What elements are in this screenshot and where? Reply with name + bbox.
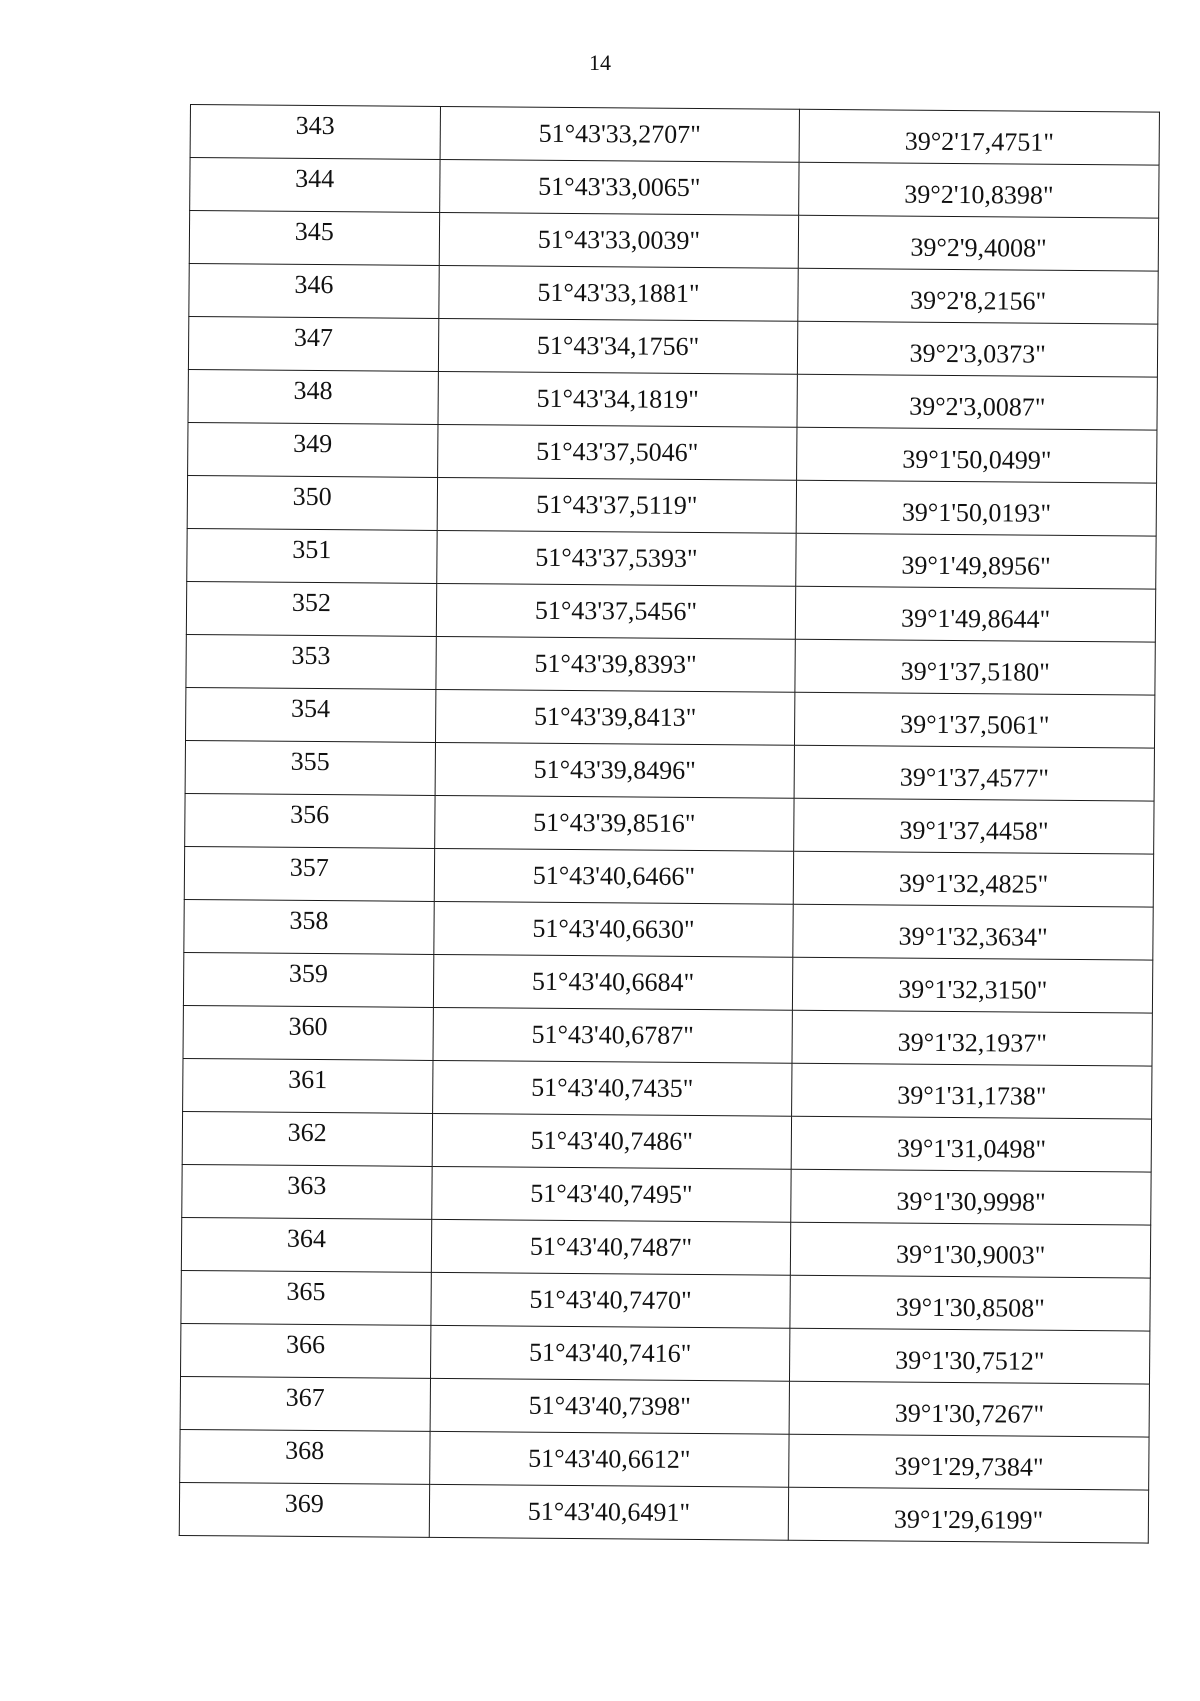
latitude-cell-text: 51°43'40,6787" (531, 1019, 694, 1050)
table-row (187, 475, 1156, 536)
table-row (186, 687, 1155, 748)
latitude-cell (433, 1007, 793, 1063)
table-row (190, 105, 1159, 166)
latitude-cell (430, 1378, 790, 1434)
point-number-cell (185, 740, 435, 795)
table-row (183, 1058, 1152, 1119)
point-number-cell-text: 365 (286, 1276, 326, 1307)
table-row (186, 581, 1155, 642)
point-number-cell-text: 350 (292, 481, 332, 512)
point-number-cell-text: 354 (290, 693, 331, 724)
point-number-cell (188, 369, 438, 424)
latitude-cell-text: 51°43'40,7495" (530, 1178, 693, 1209)
latitude-cell (440, 106, 800, 162)
latitude-cell (439, 159, 799, 215)
point-number-cell-text: 344 (295, 163, 335, 194)
latitude-cell-text: 51°43'40,7416" (528, 1337, 692, 1368)
table-row (187, 528, 1156, 589)
latitude-cell-text: 51°43'39,8496" (533, 754, 696, 785)
latitude-cell-text: 51°43'39,8516" (533, 807, 696, 838)
latitude-cell (438, 265, 798, 321)
point-number-cell-text: 348 (293, 375, 333, 406)
longitude-cell (789, 1434, 1149, 1490)
latitude-cell-text: 51°43'34,1756" (536, 330, 700, 362)
point-number-cell (189, 211, 439, 266)
longitude-cell (792, 1063, 1152, 1119)
longitude-cell (793, 904, 1153, 960)
table-row (186, 634, 1155, 695)
latitude-cell-text: 51°43'40,7487" (529, 1231, 693, 1262)
latitude-cell-text: 51°43'40,6630" (532, 913, 695, 944)
table-row (185, 793, 1154, 854)
point-number-cell-text: 361 (288, 1064, 328, 1095)
longitude-cell-text: 39°2'3,0373" (909, 338, 1046, 369)
point-number-cell-text: 349 (293, 428, 333, 459)
point-number-cell-text: 347 (293, 322, 334, 353)
point-number-cell-text: 364 (286, 1223, 327, 1254)
point-number-cell (190, 158, 440, 213)
table-row (181, 1323, 1150, 1384)
longitude-cell (799, 215, 1159, 271)
latitude-cell-text: 51°43'37,5393" (535, 542, 698, 573)
longitude-cell-text: 39°1'30,7267" (894, 1398, 1045, 1429)
longitude-cell-text: 39°2'10,8398" (904, 179, 1054, 210)
table-row (180, 1429, 1149, 1490)
table-row (183, 952, 1152, 1013)
point-number-cell-text: 351 (292, 534, 332, 565)
point-number-cell-text: 359 (288, 958, 329, 989)
point-number-cell (180, 1429, 430, 1484)
point-number-cell (187, 475, 437, 530)
point-number-cell (190, 105, 440, 160)
longitude-cell-text: 39°1'32,1937" (897, 1027, 1048, 1058)
point-number-cell-text: 353 (291, 640, 331, 671)
table-row (184, 846, 1153, 907)
longitude-cell (797, 374, 1157, 430)
latitude-cell-text: 51°43'33,0039" (537, 224, 701, 256)
point-number-cell-text: 363 (287, 1170, 327, 1201)
longitude-cell (796, 533, 1156, 589)
longitude-cell-text: 39°1'31,0498" (896, 1133, 1047, 1164)
longitude-cell-text: 39°1'37,5180" (900, 656, 1050, 687)
table-row (188, 316, 1157, 377)
point-number-cell (188, 422, 438, 477)
point-number-cell-text: 369 (284, 1488, 324, 1519)
latitude-cell-text: 51°43'39,8393" (534, 648, 697, 679)
point-number-cell-text: 356 (290, 799, 330, 830)
point-number-cell (183, 1058, 433, 1113)
table-row (182, 1111, 1151, 1172)
longitude-cell (792, 1010, 1152, 1066)
longitude-cell (790, 1275, 1150, 1331)
coordinates-table (179, 104, 1160, 1544)
longitude-cell (796, 586, 1156, 642)
latitude-cell-text: 51°43'37,5046" (536, 436, 699, 468)
longitude-cell-text: 39°1'32,4825" (898, 868, 1049, 899)
latitude-cell (436, 583, 796, 639)
longitude-cell (793, 957, 1153, 1013)
latitude-cell (431, 1272, 791, 1328)
table-row (183, 1005, 1152, 1066)
point-number-cell (180, 1376, 430, 1431)
point-number-cell (182, 1164, 432, 1219)
longitude-cell-text: 39°2'3,0087" (909, 391, 1046, 422)
latitude-cell-text: 51°43'40,7435" (531, 1072, 694, 1103)
point-number-cell (182, 1111, 432, 1166)
latitude-cell-text: 51°43'40,7470" (529, 1284, 692, 1315)
latitude-cell (431, 1166, 791, 1222)
longitude-cell (795, 639, 1155, 695)
table-row (185, 740, 1154, 801)
point-number-cell (186, 581, 436, 636)
longitude-cell-text: 39°1'30,9003" (895, 1239, 1046, 1270)
point-number-cell-text: 360 (288, 1011, 328, 1042)
latitude-cell-text: 51°43'40,7398" (528, 1390, 691, 1421)
latitude-cell (432, 1113, 792, 1169)
table-row (190, 158, 1159, 219)
latitude-cell (429, 1484, 789, 1540)
latitude-cell (438, 318, 798, 374)
longitude-cell-text: 39°1'32,3150" (898, 974, 1048, 1005)
longitude-cell (789, 1381, 1149, 1437)
longitude-cell-text: 39°1'37,4458" (899, 815, 1049, 846)
point-number-cell (185, 793, 435, 848)
latitude-cell (435, 689, 795, 745)
point-number-cell (186, 687, 436, 742)
longitude-cell-text: 39°1'50,0193" (901, 497, 1052, 528)
longitude-cell (798, 268, 1158, 324)
longitude-cell (791, 1222, 1151, 1278)
longitude-cell (799, 109, 1159, 165)
latitude-cell (433, 901, 793, 957)
longitude-cell (797, 427, 1157, 483)
point-number-cell-text: 352 (291, 587, 332, 618)
longitude-cell (799, 162, 1159, 218)
point-number-cell-text: 368 (285, 1435, 325, 1466)
point-number-cell-text: 346 (294, 269, 334, 300)
point-number-cell-text: 345 (294, 216, 334, 247)
longitude-cell (798, 321, 1158, 377)
point-number-cell-text: 358 (289, 905, 329, 936)
point-number-cell (189, 263, 439, 318)
latitude-cell-text: 51°43'34,1819" (536, 383, 699, 415)
longitude-cell-text: 39°1'50,0499" (902, 444, 1052, 475)
point-number-cell (179, 1482, 429, 1537)
point-number-cell (181, 1270, 431, 1325)
latitude-cell-text: 51°43'37,5119" (536, 489, 698, 520)
latitude-cell (437, 424, 797, 480)
point-number-cell (181, 1217, 431, 1272)
latitude-cell-text: 51°43'40,7486" (530, 1125, 694, 1156)
longitude-cell (791, 1116, 1151, 1172)
point-number-cell (183, 952, 433, 1007)
latitude-cell-text: 51°43'37,5456" (534, 595, 698, 626)
table-row (189, 263, 1158, 324)
latitude-cell-text: 51°43'40,6612" (528, 1443, 691, 1474)
longitude-cell-text: 39°1'29,7384" (894, 1451, 1044, 1482)
latitude-cell (431, 1219, 791, 1275)
table-row (180, 1376, 1149, 1437)
latitude-cell (435, 742, 795, 798)
latitude-cell-text: 51°43'40,6491" (527, 1496, 691, 1527)
latitude-cell (436, 636, 796, 692)
point-number-cell (183, 1005, 433, 1060)
point-number-cell-text: 362 (287, 1117, 327, 1148)
latitude-cell-text: 51°43'40,6684" (531, 966, 695, 997)
latitude-cell (437, 477, 797, 533)
table-row (184, 899, 1153, 960)
longitude-cell-text: 39°2'17,4751" (904, 126, 1055, 157)
latitude-cell-text: 51°43'33,2707" (538, 118, 701, 150)
latitude-cell (438, 371, 798, 427)
table-row (188, 422, 1157, 483)
longitude-cell-text: 39°1'29,6199" (893, 1504, 1044, 1535)
point-number-cell (188, 316, 438, 371)
longitude-cell (794, 745, 1154, 801)
longitude-cell (789, 1487, 1149, 1543)
point-number-cell (181, 1323, 431, 1378)
longitude-cell (790, 1328, 1150, 1384)
point-number-cell-text: 343 (295, 110, 335, 141)
table-row (181, 1270, 1150, 1331)
point-number-cell (184, 846, 434, 901)
longitude-cell-text: 39°1'31,1738" (897, 1080, 1047, 1111)
longitude-cell-text: 39°1'37,5061" (900, 709, 1050, 740)
table-row (179, 1482, 1148, 1543)
latitude-cell (434, 848, 794, 904)
latitude-cell (439, 212, 799, 268)
latitude-cell-text: 51°43'39,8413" (533, 701, 697, 732)
latitude-cell (430, 1325, 790, 1381)
longitude-cell-text: 39°2'9,4008" (910, 232, 1047, 263)
latitude-cell-text: 51°43'33,0065" (538, 171, 701, 203)
longitude-cell-text: 39°1'49,8644" (900, 603, 1051, 634)
longitude-cell-text: 39°1'30,7512" (895, 1345, 1045, 1376)
longitude-cell (795, 692, 1155, 748)
longitude-cell-text: 39°1'32,3634" (898, 921, 1048, 952)
latitude-cell (432, 1060, 792, 1116)
point-number-cell-text: 367 (285, 1382, 325, 1413)
table-row (182, 1164, 1151, 1225)
point-number-cell (184, 899, 434, 954)
longitude-cell-text: 39°1'30,9998" (896, 1186, 1046, 1217)
latitude-cell (434, 795, 794, 851)
longitude-cell-text: 39°2'8,2156" (909, 285, 1047, 316)
longitude-cell-text: 39°1'30,8508" (895, 1292, 1045, 1323)
point-number-cell (186, 634, 436, 689)
point-number-cell-text: 355 (290, 746, 330, 777)
longitude-cell (791, 1169, 1151, 1225)
coordinates-table-body (179, 105, 1159, 1544)
longitude-cell-text: 39°1'49,8956" (901, 550, 1051, 581)
table-row (181, 1217, 1150, 1278)
table-row (189, 211, 1158, 272)
latitude-cell (429, 1431, 789, 1487)
longitude-cell (794, 851, 1154, 907)
point-number-cell (187, 528, 437, 583)
longitude-cell (794, 798, 1154, 854)
latitude-cell (433, 954, 793, 1010)
point-number-cell-text: 357 (289, 852, 329, 883)
latitude-cell (436, 530, 796, 586)
page-number: 14 (589, 50, 611, 75)
table-row (188, 369, 1157, 430)
latitude-cell-text: 51°43'33,1881" (537, 277, 700, 309)
latitude-cell-text: 51°43'40,6466" (532, 860, 696, 891)
point-number-cell-text: 366 (285, 1329, 326, 1360)
longitude-cell (796, 480, 1156, 536)
longitude-cell-text: 39°1'37,4577" (899, 762, 1050, 793)
